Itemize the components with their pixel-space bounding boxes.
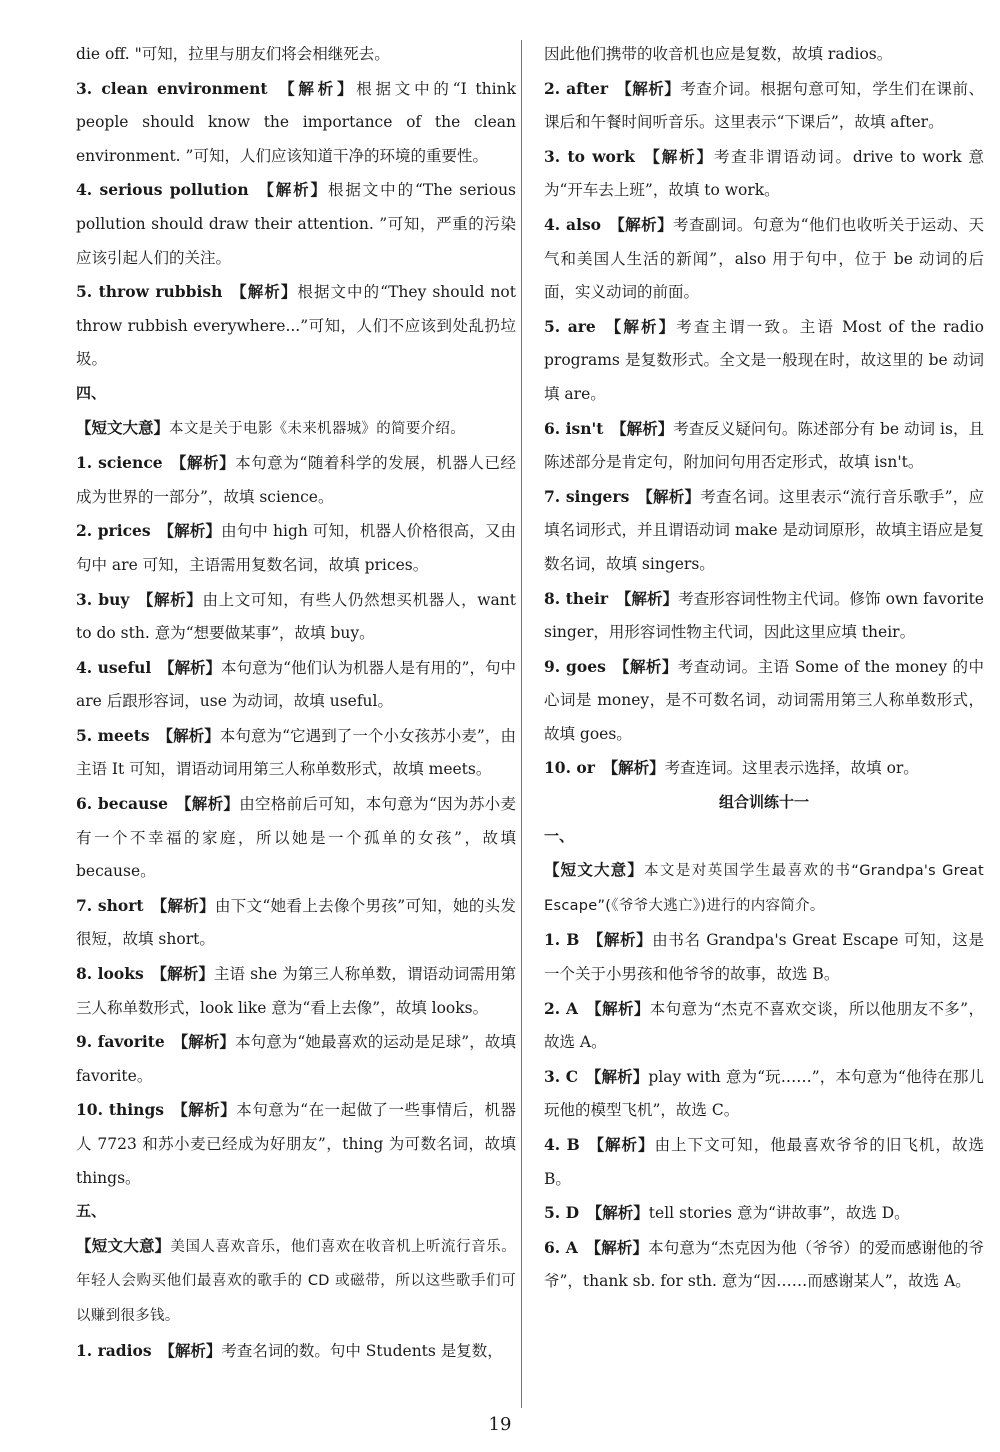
answer-item bbox=[76, 651, 516, 719]
answer-key: 5. meets bbox=[76, 725, 150, 745]
summary-text: 本文是关于电影《未来机器城》的简要介绍。 bbox=[169, 420, 466, 437]
exercise-title: 组合训练十一 bbox=[718, 793, 809, 812]
answer-key: 1. B bbox=[544, 930, 580, 950]
analysis-tag: 【解析】 bbox=[587, 930, 653, 950]
section-heading: 五、 bbox=[76, 1202, 107, 1221]
analysis-tag: 【解析】 bbox=[175, 794, 240, 814]
answer-key: 6. A bbox=[544, 1237, 578, 1257]
answer-item bbox=[544, 1231, 984, 1299]
answer-item bbox=[544, 480, 984, 582]
answer-key: 4. useful bbox=[76, 657, 152, 677]
answer-item bbox=[76, 1025, 516, 1093]
summary-tag: 【短文大意】 bbox=[544, 860, 644, 880]
answer-key: 10. or bbox=[544, 758, 595, 778]
analysis-tag: 【解析】 bbox=[603, 316, 677, 336]
right-column bbox=[544, 38, 984, 1299]
analysis-tag: 【解析】 bbox=[172, 1032, 236, 1052]
analysis-tag: 【解析】 bbox=[585, 1237, 649, 1257]
analysis-tag: 【解析】 bbox=[613, 656, 678, 676]
answer-explanation: tell stories 意为“讲故事”，故选 D。 bbox=[648, 1204, 910, 1223]
analysis-tag: 【解析】 bbox=[587, 1135, 655, 1154]
answer-explanation: 本句意为“她最喜欢的运动是足球”，故填 favorite。 bbox=[76, 1033, 516, 1085]
summary-text: 美国人喜欢音乐，他们喜欢在收音机上听流行音乐。年轻人会购买他们最喜欢的歌手的 CD 或磁带，所以这些歌手们可以赚到很多钱。 bbox=[76, 1238, 516, 1324]
answer-key: 2. after bbox=[544, 78, 608, 98]
answer-item bbox=[76, 446, 516, 514]
answer-item bbox=[544, 412, 984, 480]
answer-item bbox=[76, 889, 516, 957]
analysis-tag: 【解析】 bbox=[615, 78, 681, 98]
answer-explanation: 考查名词。这里表示“流行音乐歌手”，应填名词形式，并且谓语动词 make 是动词原形，故填主语应是复数名词，故填 singers。 bbox=[544, 487, 984, 573]
answer-key: 7. singers bbox=[544, 486, 630, 506]
answer-explanation: 由下文“她看上去像个男孩”可知，她的头发很短，故填 short。 bbox=[76, 896, 516, 949]
answer-explanation: 根据文中的“The serious pollution should draw their attention. ”可知，严重的污染应该引起人们的关注。 bbox=[76, 181, 517, 267]
passage-summary bbox=[76, 1229, 516, 1334]
analysis-tag: 【解析】 bbox=[137, 589, 203, 609]
answer-item bbox=[544, 38, 984, 72]
answer-explanation: 由空格前后可知，本句意为“因为苏小麦有一个不幸福的家庭，所以她是一个孤单的女孩”，故填 because。 bbox=[76, 795, 516, 881]
answer-item bbox=[76, 583, 516, 651]
answer-key: 6. because bbox=[76, 794, 168, 814]
answer-item bbox=[544, 992, 984, 1060]
summary-text: 本文是对英国学生最喜欢的书“Grandpa's Great Escape”(《爷爷大逃亡》)进行的内容简介。 bbox=[544, 863, 984, 914]
answer-key: 8. their bbox=[544, 588, 608, 608]
answer-explanation: 考查非谓语动词。drive to work 意为“开车去上班”，故填 to work。 bbox=[544, 147, 984, 200]
answer-item bbox=[76, 514, 516, 582]
answer-item bbox=[544, 310, 984, 412]
analysis-tag: 【解析】 bbox=[170, 453, 236, 473]
analysis-tag: 【解析】 bbox=[275, 78, 357, 98]
answer-key: 2. prices bbox=[76, 521, 151, 541]
analysis-tag: 【解析】 bbox=[615, 588, 679, 608]
answer-key: 3. C bbox=[544, 1066, 579, 1086]
answer-explanation: 本句意为“它遇到了一个小女孩苏小麦”，由主语 It 可知，谓语动词用第三人称单数形式，故填 meets。 bbox=[76, 726, 516, 779]
summary-tag: 【短文大意】 bbox=[76, 1235, 171, 1255]
answer-item bbox=[76, 275, 516, 377]
answer-explanation: die off. "可知，拉里与朋友们将会相继死去。 bbox=[76, 45, 390, 63]
analysis-tag: 【解析】 bbox=[151, 964, 214, 984]
answer-explanation: 考查动词。主语 Some of the money 的中心词是 money，是不可数名词，动词需用第三人称单数形式，故填 goes。 bbox=[544, 657, 984, 743]
answer-key: 3. buy bbox=[76, 589, 130, 609]
analysis-tag: 【解析】 bbox=[151, 895, 215, 915]
answer-explanation: 本句意为“杰克不喜欢交谈，所以他朋友不多”，故选 A。 bbox=[544, 999, 984, 1052]
answer-explanation: 因此他们携带的收音机也应是复数，故填 radios。 bbox=[544, 45, 893, 63]
answer-item bbox=[544, 923, 984, 991]
answer-explanation: 本句意为“杰克因为他（爷爷）的爱而感谢他的爷爷”，thank sb. for sth. 意为“因……而感谢某人”，故选 A。 bbox=[544, 1238, 984, 1291]
answer-key: 5. throw rubbish bbox=[76, 282, 223, 302]
analysis-tag: 【解析】 bbox=[159, 657, 222, 677]
section-heading: 一、 bbox=[544, 826, 575, 845]
analysis-tag: 【解析】 bbox=[171, 1100, 237, 1120]
answer-explanation: 由书名 Grandpa's Great Escape 可知，这是一个关于小男孩和他爷爷的故事，故选 B。 bbox=[544, 931, 984, 984]
answer-item bbox=[76, 719, 516, 787]
answer-item bbox=[76, 1093, 516, 1195]
analysis-tag: 【解析】 bbox=[158, 521, 222, 541]
answer-key: 3. to work bbox=[544, 146, 635, 166]
answer-item bbox=[76, 957, 516, 1025]
answer-explanation: 根据文中的“I think people should know the importance of the clean environment. ”可知，人们应该知道干净的环境的重要性。 bbox=[76, 79, 516, 165]
answer-key: 4. B bbox=[544, 1135, 580, 1154]
answer-item bbox=[76, 1334, 516, 1369]
page-number: 19 bbox=[488, 1414, 512, 1435]
answer-explanation: 考查主谓一致。主语 Most of the radio programs 是复数形式。全文是一般现在时，故这里的 be 动词填 are。 bbox=[544, 317, 984, 403]
analysis-tag: 【解析】 bbox=[637, 486, 701, 506]
answer-explanation: 本句意为“随着科学的发展，机器人已经成为世界的一部分”，故填 science。 bbox=[76, 454, 516, 506]
answer-item bbox=[544, 208, 984, 310]
answer-item bbox=[544, 140, 984, 208]
answer-key: 1. radios bbox=[76, 1340, 152, 1360]
answer-explanation: 考查介词。根据句意可知，学生们在课前、课后和午餐时间听音乐。这里表示“下课后”，故填 after。 bbox=[544, 79, 984, 132]
answer-key: 4. serious pollution bbox=[76, 180, 249, 200]
answer-explanation: 根据文中的“They should not throw rubbish everywhere...”可知，人们不应该到处乱扔垃圾。 bbox=[76, 283, 516, 369]
answer-explanation: 本句意为“在一起做了一些事情后，机器人 7723 和苏小麦已经成为好朋友”，thing 为可数名词，故填 things。 bbox=[76, 1101, 516, 1187]
answer-item bbox=[76, 173, 516, 275]
answer-item bbox=[544, 650, 984, 752]
answer-key: 6. isn't bbox=[544, 418, 604, 438]
analysis-tag: 【解析】 bbox=[230, 282, 298, 302]
answer-item bbox=[544, 1060, 984, 1128]
analysis-tag: 【解析】 bbox=[586, 1203, 649, 1223]
analysis-tag: 【解析】 bbox=[611, 418, 674, 438]
answer-key: 9. goes bbox=[544, 656, 606, 676]
answer-key: 9. favorite bbox=[76, 1032, 165, 1052]
answer-explanation: play with 意为“玩……”，本句意为“他待在那儿玩他的模型飞机”，故选 C。 bbox=[544, 1067, 984, 1120]
answer-explanation: 考查形容词性物主代词。修饰 own favorite singer，用形容词性物主代词，因此这里应填 their。 bbox=[544, 589, 984, 642]
answer-explanation: 由上下文可知，他最喜欢爷爷的旧飞机，故选 B。 bbox=[544, 1136, 984, 1188]
answer-key: 10. things bbox=[76, 1100, 165, 1120]
answer-explanation: 考查副词。句意为“他们也收听关于运动、天气和美国人生活的新闻”，also 用于句中，位于 be 动词的后面，实义动词的前面。 bbox=[544, 215, 984, 302]
answer-key: 1. science bbox=[76, 453, 163, 473]
answer-explanation: 主语 she 为第三人称单数，谓语动词需用第三人称单数形式，look like 意为“看上去像”，故填 looks。 bbox=[76, 965, 516, 1017]
analysis-tag: 【解析】 bbox=[602, 758, 665, 778]
answer-item bbox=[544, 1196, 984, 1231]
passage-summary bbox=[544, 853, 984, 923]
summary-tag: 【短文大意】 bbox=[76, 417, 170, 437]
section-heading: 四、 bbox=[76, 383, 107, 402]
answer-item bbox=[544, 751, 984, 786]
answer-item bbox=[544, 1128, 984, 1196]
analysis-tag: 【解析】 bbox=[642, 146, 714, 166]
answer-key: 5. D bbox=[544, 1203, 580, 1223]
analysis-tag: 【解析】 bbox=[585, 1066, 649, 1086]
answer-key: 7. short bbox=[76, 895, 144, 915]
answer-key: 4. also bbox=[544, 214, 602, 234]
analysis-tag: 【解析】 bbox=[585, 998, 650, 1018]
analysis-tag: 【解析】 bbox=[157, 725, 220, 745]
answer-key: 2. A bbox=[544, 998, 579, 1018]
answer-explanation: 由句中 high 可知，机器人价格很高，又由句中 are 可知，主语需用复数名词，故填 prices。 bbox=[76, 522, 517, 574]
answer-key: 5. are bbox=[544, 316, 596, 336]
answer-explanation: 考查反义疑问句。陈述部分有 be 动词 is，且陈述部分是肯定句，附加问句用否定形式，故填 isn't。 bbox=[544, 419, 984, 472]
answer-explanation: 考查名词的数。句中 Students 是复数， bbox=[221, 1341, 503, 1360]
answer-key: 8. looks bbox=[76, 964, 144, 984]
answer-explanation: 考查连词。这里表示选择，故填 or。 bbox=[664, 759, 919, 778]
passage-summary bbox=[76, 411, 516, 447]
column-divider bbox=[521, 40, 522, 1408]
answer-item bbox=[76, 72, 516, 174]
analysis-tag: 【解析】 bbox=[159, 1340, 222, 1360]
answer-explanation: 本句意为“他们认为机器人是有用的”，句中 are 后跟形容词，use 为动词，故填 useful。 bbox=[76, 658, 516, 711]
answer-item bbox=[76, 787, 516, 889]
left-column bbox=[76, 38, 516, 1368]
answer-item bbox=[76, 38, 516, 72]
analysis-tag: 【解析】 bbox=[608, 214, 674, 234]
analysis-tag: 【解析】 bbox=[256, 180, 328, 200]
answer-explanation: 由上文可知，有些人仍然想买机器人，want to do sth. 意为“想要做某事”，故填 buy。 bbox=[76, 590, 516, 643]
answer-item bbox=[544, 582, 984, 650]
answer-key: 3. clean environment bbox=[76, 78, 268, 98]
answer-item bbox=[544, 72, 984, 140]
